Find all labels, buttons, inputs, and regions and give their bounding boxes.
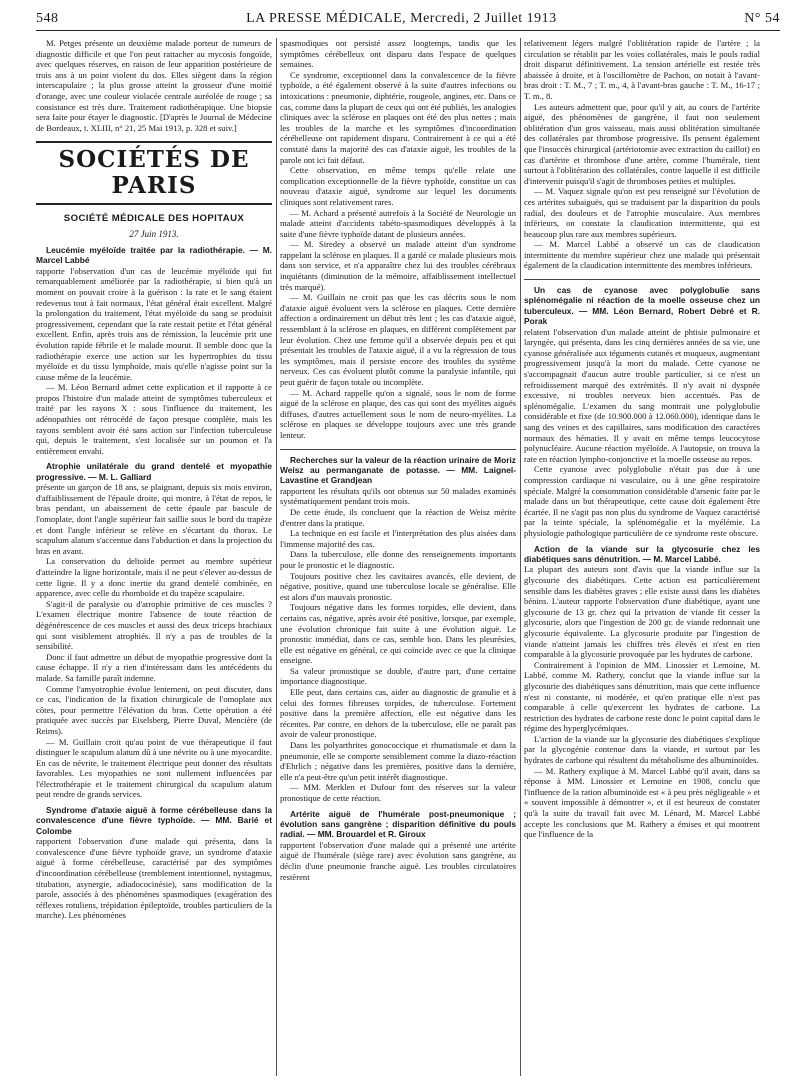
- paragraph: Dans la tuberculose, elle donne des renseignements importants pour le pronostic et le diagnostic.: [280, 549, 516, 570]
- paragraph: relatent l'observation d'un malade atteint de phtisie pulmonaire et laryngée, qui présenta, dans les cinq dernières années de sa vie, une cyanose généralisée aux téguments cutanés et muqueux, augmentant progressivement jusqu'à la mort du malade. Cette cyanose ne s'accompagnait d'aucun autre trouble particulier, si ce n'est un refroidissement marqué des extrémités. Il n'y avait ni dyspnée excessive, ni troubles nerveux bien accentués. Pas de splénomégalie. L'examen du sang montrait une polyglobulie considérable et fixe (de 10.900.000 à 12.060.000), identique dans le sang des veines et des capillaires, sans modification des caractères normaux des hématies. Il y avait en même temps leucocytose polynucléaire. Aucune réaction myéloïde. A l'autopsie, on trouva la rate en réaction lympho-conjonctive et la moelle osseuse au repos.: [524, 326, 760, 464]
- paragraph: rapportent l'observation d'une malade qui a présenté une artérite aiguë de l'humérale (siège rare) avec évolution sans gangrène, au déclin d'une pneumonie franche aiguë. Les troubles circulatoires restèrent: [280, 839, 516, 882]
- paragraph: rapporte l'observation d'un cas de leucémie myéloïde qui fut remarquablement améliorée par la radiothérapie, si bien qu'à un moment on pouvait croire à la guérison : la rate et le sang étaient redevenus tout à fait normaux, l'état général était excellent. Malgré la prolongation du traitement, l'état myéloïde du sang se produisit progressivement, cependant que la rate restait petite et l'état général excellent. Enfin, après trois ans de rémission, la leucémie prit une évolution rapide fébrile et le malade mourut. Il semble donc que la radiothérapie exerce une action sur les hypertrophies du tissu myéloïde et du tissu lymphoïde, mais qu'elle n'agisse point sur la cause même de la leucémie.: [36, 265, 272, 382]
- paragraph: rapportent l'observation d'une malade qui présenta, dans la convalescence d'une fièvre typhoïde grave, un syndrome d'ataxie aiguë à forme cérébelleuse, caractérisé par des symptômes d'incoordination cérébelleuse (tremblement intentionnel, nystagmus, titubation, asynergie, adiadococinésie), sans modification de la parole, associés à des phénomènes spasmodiques (exagération des réflexes rotuliens, trépidation épileptoïde, troubles particuliers de la marche). Les phénomènes: [36, 836, 272, 921]
- article-heading: Syndrome d'ataxie aiguë à forme cérébelleuse dans la convalescence d'une fièvre typhoïde. — MM. Barié et Colombe: [36, 805, 272, 836]
- paragraph: La conservation du deltoïde permet au membre supérieur d'atteindre la ligne horizontale, mais il ne peut s'élever au-dessus de cette ligne. Il y a donc inertie du grand dentelé combinée, en apparence, avec celle du rhomboïde et du trapèze scapulaire.: [36, 556, 272, 599]
- paragraph: Ce syndrome, exceptionnel dans la convalescence de la fièvre typhoïde, a été également observé à la suite d'autres infections ou intoxications : pneumonie, diphtérie, rougeole, angines, etc. Dans ce cas, comme dans la plupart de ceux qui ont été publiés, les analogies cliniques avec la sclérose en plaques ont été des plus nettes ; mais les troubles de la marche et les symptômes d'incoordination cérébelleuse ont rapidement disparu. Contrairement à ce qui a été constaté dans la majorité des cas d'ataxie aiguë, les troubles de la parole ont ici fait défaut.: [280, 69, 516, 165]
- paragraph: Contrairement à l'opinion de MM. Linossier et Lemoine, M. Labbé, comme M. Rathery, conclut que la viande influe sur la glycosurie des diabétiques sans dénutrition, mais que cette influence n'est ni constante, ni modérée, et qu'en pratique elle n'est pas comparable à celle qu'exercent les hydrates de carbone. La restriction des hydrates de carbone reste donc le point capital dans le régime des hyperglycémiques.: [524, 659, 760, 734]
- paragraph: M. Petges présente un deuxième malade porteur de tumeurs de diagnostic difficile et que l'on peut rattacher au mycosis fongoïde, avec quelques réserves, en raison de leur apparition postérieure de trois ans à un point violent du dos. Elles siègent dans la région interscapulaire ; la plus grosse atteint la grosseur d'une moitié d'orange, avec une couleur violacée centrale auréolée de rouge ; sa consistance est très dure. Traitement radiothérapique. Une biopsie sera faite pour étayer le diagnostic. [D'après le Journal de Médecine de Bordeaux, t. XLIII, n° 21, 25 Mai 1913, p. 328 et suiv.]: [36, 38, 272, 133]
- journal-title: LA PRESSE MÉDICALE, Mercredi, 2 Juillet 1913: [246, 11, 557, 26]
- column-2: [280, 38, 516, 1076]
- paragraph: spasmodiques ont persisté assez longtemps, tandis que les symptômes cérébelleux ont disparu dans l'espace de quelques semaines.: [280, 38, 516, 70]
- paragraph: — M. Guillain ne croit pas que les cas décrits sous le nom d'ataxie aiguë évoluent vers la sclérose en plaques. Cette dernière affection a ordinairement un début très lent ; les cas d'ataxie aiguë, ressemblant à la sclérose en plaques, en diffèrent complètement par leur évolution. Chez une femme qu'il a observée depuis peu et qui présentait les troubles de l'ataxie aiguë, il a vu la régression de tous les symptômes, mais il persiste encore des troubles du système nerveux. Ces cas évoluent plutôt comme la paralysie infantile, qui peut guérir de façon totale ou incomplète.: [280, 292, 516, 387]
- columns: [36, 38, 780, 1076]
- paragraph: — M. Marcel Labbé a observé un cas de claudication intermittente du membre supérieur chez une malade qui présentait également de la claudication intermittente des membres inférieurs.: [524, 239, 760, 271]
- society-heading: SOCIÉTÉ MÉDICALE DES HOPITAUX: [63, 213, 245, 225]
- paragraph: Toujours positive chez les cavitaires avancés, elle devient, de négative, positive, quand une tuberculose locale se généralise. Elle est alors d'un mauvais pronostic.: [280, 570, 516, 602]
- paragraph: — MM. Merklen et Dufour font des réserves sur la valeur pronostique de cette réaction.: [280, 782, 516, 803]
- article-heading: Artérite aiguë de l'humérale post-pneumonique ; évolution sans gangrène ; disparition définitive du pouls radial. — MM. Brouardel et R. Giroux: [280, 808, 516, 840]
- paragraph: Dans les polyarthrites gonococcique et rhumatismale et dans la pneumonie, elle se comporte sensiblement comme la diazo-réaction d'Ehrlich ; négative dans les premières, positive dans la dernière, elle n'a peut-être qu'un petit intérêt diagnostique.: [280, 740, 516, 782]
- paragraph: relativement légers malgré l'oblitération rapide de l'artère ; la circulation se rétablit par les voies collatérales, mais le pouls radial droit disparut définitivement. La tension artérielle est restée très abaissée à droite, et à l'oscillomètre de Pachon, on notait à l'avant-bras droit : T. M., 7 ; T. m., 4, à l'avant-bras gauche : T. M., 16-17 ; T. m., 8.: [524, 38, 760, 101]
- paragraph: — M. Achard a présenté autrefois à la Société de Neurologie un malade atteint d'accidents tabéto-spasmodiques développés à la suite d'une fièvre typhoïde datant de plusieurs années.: [280, 207, 516, 239]
- article-heading: Un cas de cyanose avec polyglobulie sans splénomégalie ni réaction de la moelle osseuse chez un tuberculeux. — MM. Léon Bernard, Robert Debré et R. Porak: [524, 285, 760, 327]
- paragraph: S'agit-il de paralysie ou d'atrophie primitive de ces muscles ? L'examen électrique montre l'absence de toute réaction de dégénérescence de ces muscles et aussi des deux triceps brachiaux qui sont visiblement atrophiés. Il n'y a pas de troubles de la sensibilité.: [36, 598, 272, 652]
- page-header: [36, 8, 780, 31]
- meeting-date: 27 Juin 1913.: [129, 229, 179, 240]
- paragraph: — M. Rathery explique à M. Marcel Labbé qu'il avait, dans sa réponse à MM. Linossier et Lemoine en 1908, conclu que l'influence de la ration albuminoïde est « à peu près négligeable » et « souvent impossible à démontrer », et il est heureux de constater qu'à la suite du travail fait avec M. Lénard, M. Marcel Labbé accepte les conclusions que M. Rathery a émises et qui montrent que l'influence de la: [524, 765, 760, 840]
- paragraph: — M. Léon Bernard admet cette explication et il rapporte à ce propos l'histoire d'un malade atteint de symptômes tuberculeux et traité par les rayons X : sous l'influence du traitement, les adénopathies ont rétrocédé de façon presque complète, mais les rayons semblent avoir été sans action sur l'infection tuberculeuse qui, depuis le traitement, s'est localisée sur un poumon et l'a entièrement envahi.: [36, 382, 272, 456]
- paragraph: De cette étude, ils concluent que la réaction de Weisz mérite d'entrer dans la pratique.: [280, 506, 516, 528]
- paragraph: Les auteurs admettent que, pour qu'il y ait, au cours de l'artérite aiguë, des phénomènes de gangrène, il faut non seulement oblitération d'un gros vaisseau, mais aussi oblitération simultanée des collatérales par thrombose progressive. Ils pensent également que l'insuccès chirurgical (artériotomie avec extraction du caillot) en cas d'artérite et thrombose d'une artère, comme l'humérale, tient surtout à l'oblitération des collatérales, contre laquelle il est difficile d'intervenir puisqu'il s'agit de thromboses petites et multiples.: [524, 101, 760, 186]
- paragraph: L'action de la viande sur la glycosurie des diabétiques s'explique par la glycogénie contenue dans la viande, et surtout par les hydrates de carbone qui résultent du métabolisme des albuminoïdes.: [524, 733, 760, 766]
- section-divider: [524, 279, 760, 280]
- paragraph: Cette cyanose avec polyglobulie n'était pas due à une compression cardiaque ni vasculaire, ou à une gêne respiratoire spéciale. Malgré la consommation considérable d'arsenic faite par le malade dans un but thérapeutique, cette cause doit également être écartée. Il ne s'agit pas non plus du syndrome de Vaquez caractérisé par la teinte spéciale, la splénomégalie et la myélémie. La physiologie pathologique particulière de ce syndrome reste obscure.: [524, 464, 760, 538]
- column-3: [524, 38, 760, 1076]
- paragraph: La technique en est facile et l'interprétation des plus aisées dans l'immense majorité des cas.: [280, 528, 516, 549]
- article-heading: Atrophie unilatérale du grand dentelé et myopathie progressive. — M. L. Galliard: [36, 461, 272, 482]
- paragraph: Comme l'amyotrophie évolue lentement, on peut discuter, dans ce cas, l'indication de la fixation chirurgicale de l'omoplate aux côtes, pour permettre l'élévation du bras. Cette opération a été pratiquée avec succès par Eiselsberg, Pierre Duval, Mencière (de Reims).: [36, 683, 272, 736]
- issue-number: N° 54: [744, 11, 780, 26]
- column-1: [36, 38, 272, 1076]
- paragraph: — M. Siredey a observé un malade atteint d'un syndrome rappelant la sclérose en plaques. Il a gardé ce malade plusieurs mois dans son service, et n'a apparaître chez lui des troubles cérébraux inquiétants (diminution de la mémoire, affaiblissement intellectuel très marqué).: [280, 239, 516, 292]
- column-rule: [276, 38, 277, 1076]
- paragraph: — M. Guillain croit qu'au point de vue thérapeutique il faut distinguer le scapulum alatum dû à une névrite ou à une myocardite. En cas de névrite, le traitement électrique peut donner des résultats favorables. Les myopathies ne sont nullement influencées par l'électrothérapie et le traitement chirurgical du scapulum alatum peut rendre de grands services.: [36, 736, 272, 800]
- paragraph: Donc il faut admettre un début de myopathie progressive dont la cause échappe. Il n'y a rien d'intéressant dans les antécédents du malade. Sa famille paraît indemne.: [36, 651, 272, 683]
- article-heading: Leucémie myéloïde traitée par la radiothérapie. — M. Marcel Labbé: [36, 244, 272, 266]
- paragraph: La plupart des auteurs sont d'avis que la viande influe sur la glycosurie des diabétiques. Cette action est particulièrement sensible dans les diabètes graves ; elle existe aussi dans les diabètes bénins. L'auteur rapporte l'observation d'une diabétique, ayant une glycosurie de 13 gr. chez qui la privation de viande fit cesser la glycosurie, alors que l'ingestion de 200 gr. de viande redonnait une glycosurie équivalente. La glycosurie produite par l'ingestion de viande n'atteint jamais les chiffres très élevés et n'est en rien comparable à la glycosurie provoquée par les hydrates de carbone.: [524, 564, 760, 660]
- article-heading: Recherches sur la valeur de la réaction urinaire de Moriz Weisz au permanganate de potasse. — MM. Laignel-Lavastine et Grandjean: [280, 454, 516, 486]
- paragraph: Toujours négative dans les formes torpides, elle devient, dans certains cas, négative, après avoir été positive, lorsque, par exemple, une évolution chronique fait suite à une évolution aiguë. Le pronostic immédiat, dans ce cas, semble bon. Dans les pleurésies, elle est négative en général, ce qui coïncide avec ce que la clinique enseigne.: [280, 602, 516, 666]
- paragraph: — M. Vaquez signale qu'on est peu renseigné sur l'évolution de ces artérites subaiguës, qui se traduisent par la disparition du pouls radial, des douleurs et de l'atrophie musculaire. Aux membres inférieurs, on constate la claudication intermittente, qui est beaucoup plus rare aux membres supérieurs.: [524, 186, 760, 239]
- paragraph: rapportent les résultats qu'ils ont obtenus sur 50 malades examinés systématiquement pendant trois mois.: [280, 485, 516, 507]
- article-heading: Action de la viande sur la glycosurie chez les diabétiques sans dénutrition. — M. Marcel Labbé.: [524, 543, 760, 564]
- page-number: 548: [36, 11, 59, 26]
- column-rule: [520, 38, 521, 1076]
- paragraph: Elle peut, dans certains cas, aider au diagnostic de granulie et à celui des formes fibreuses torpides, de tuberculose. Fortement positive dans la première affection, elle est négative dans les récentes. Par contre, en dehors de la tuberculose, elle ne paraît pas avoir de valeur pronostique.: [280, 687, 516, 740]
- section-title: SOCIÉTÉS DE PARIS: [36, 141, 272, 205]
- section-divider: [280, 449, 516, 450]
- paragraph: Sa valeur pronostique se double, d'autre part, d'une certaine importance diagnostique.: [280, 665, 516, 687]
- paragraph: Cette observation, en même temps qu'elle relate une complication exceptionnelle de la fièvre typhoïde, constitue un cas nouveau d'ataxie aiguë, syndrome sur lequel les documents cliniques sont relativement rares.: [280, 165, 516, 207]
- paragraph: — M. Achard rappelle qu'on a signalé, sous le nom de forme aiguë de la sclérose en plaque, des cas qui sont des myélites aiguës diffuses, d'autres actuellement sous le nom de neuro-myélites. La sclérose en plaques se développe toujours avec une très grande lenteur.: [280, 387, 516, 440]
- paragraph: présente un garçon de 18 ans, se plaignant, depuis six mois environ, d'affaiblissement de l'épaule droite, qui montre, à l'état de repos, le bras pendant, un abaissement de cette épaule par bascule de l'omoplate, dont l'angle supérieur fait saillie sous le bord du trapèze et dont l'angle inférieur se relève en s'écartant du thorax. Le scapulum alatum s'accentue dans l'abduction et dans la projection du bras en avant.: [36, 482, 272, 556]
